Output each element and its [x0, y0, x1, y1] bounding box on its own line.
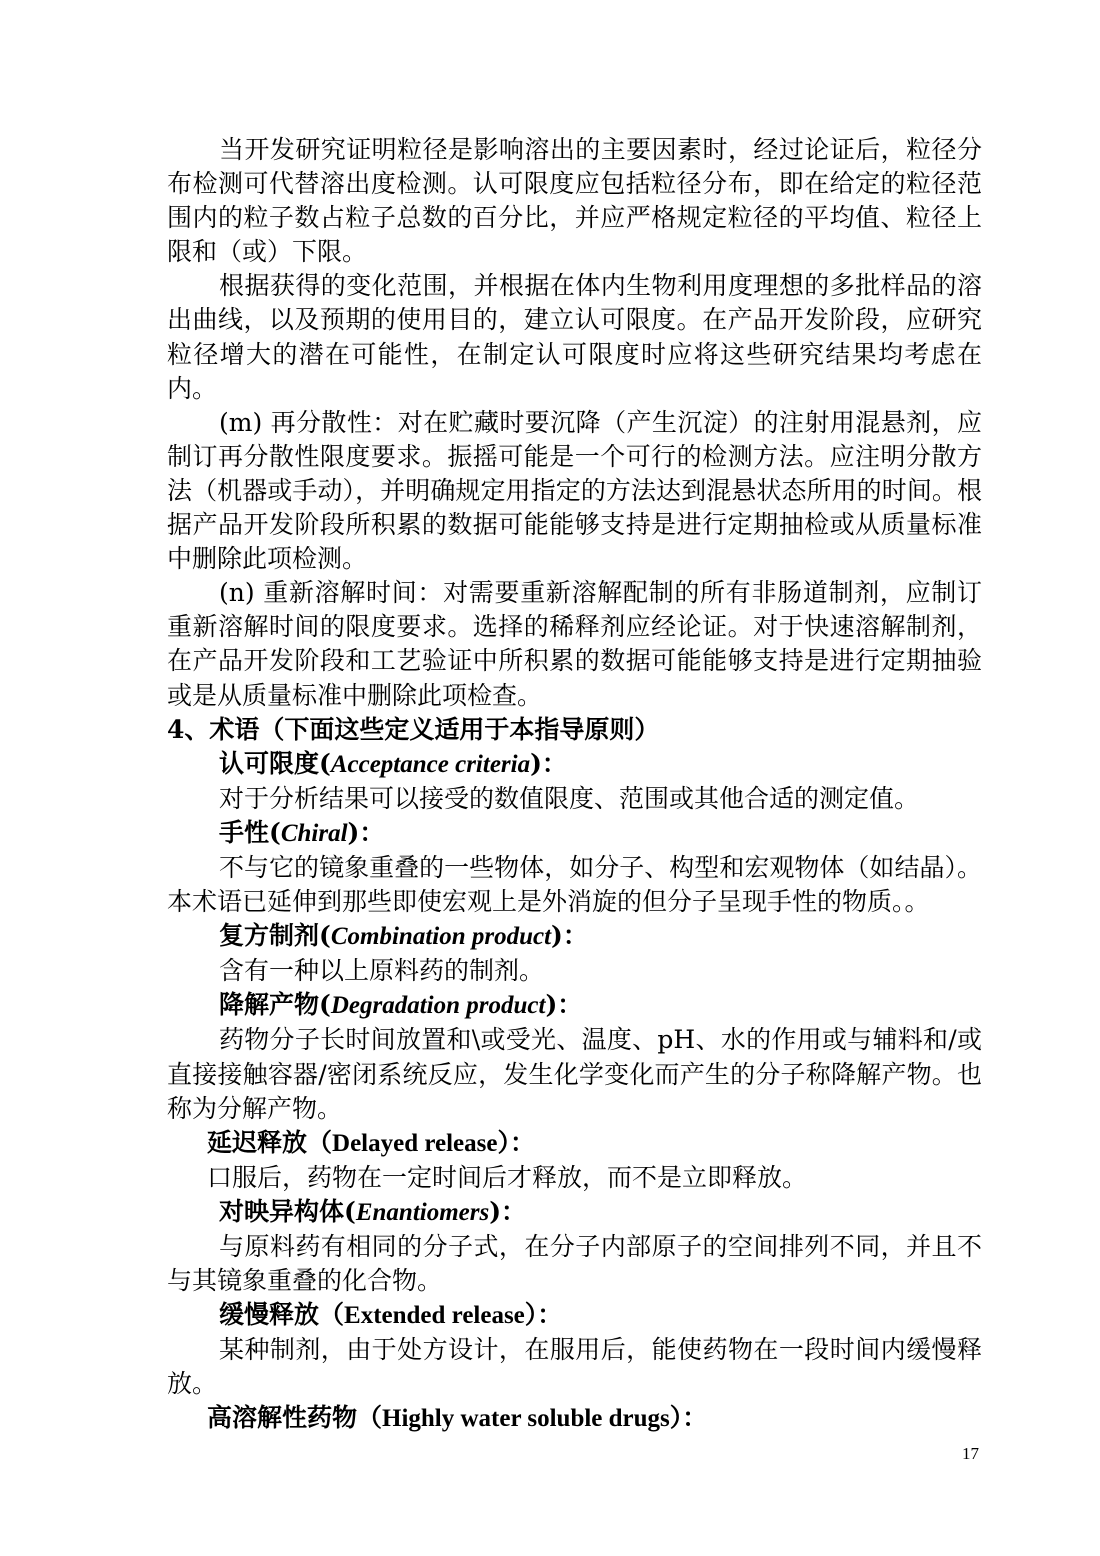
definition-delayed-release: 口服后，药物在一定时间后才释放，而不是立即释放。 [207, 1162, 808, 1192]
term-en: Degradation product [330, 992, 546, 1020]
term-cn: 降解产物( [219, 990, 331, 1020]
term-end: )： [489, 1196, 527, 1226]
term-en: Acceptance criteria [330, 750, 531, 778]
definition-acceptance-criteria: 对于分析结果可以接受的数值限度、范围或其他合适的测定值。 [219, 783, 920, 813]
term-end: ）： [669, 1403, 708, 1433]
term-en: Delayed release [332, 1129, 498, 1157]
term-cn: 延迟释放（ [207, 1127, 333, 1157]
definition-degradation-product: 药物分子长时间放置和\或受光、温度、pH、水的作用或与辅料和/或直接接触容器/密闭系统反应，发生化学变化而产生的分子称降解产物。也称为分解产物。 [167, 1025, 982, 1123]
term-end: ）： [524, 1300, 563, 1330]
term-cn: 手性( [219, 817, 281, 847]
term-en: Combination product [330, 923, 552, 951]
definition-extended-release: 某种制剂，由于处方设计，在服用后，能使药物在一段时间内缓慢释放。 [167, 1335, 982, 1399]
term-cn: 认可限度( [219, 748, 331, 778]
term-end: )： [545, 990, 583, 1020]
term-cn: 缓慢释放（ [219, 1300, 345, 1330]
page-number: 17 [962, 1444, 979, 1463]
term-cn: 对映异构体( [219, 1196, 356, 1226]
term-en: Extended release [344, 1302, 525, 1330]
term-combination-product [167, 919, 982, 954]
term-end: )： [530, 748, 567, 778]
definition-chiral: 不与它的镜象重叠的一些物体，如分子、构型和宏观物体（如结晶）。本术语已延伸到那些即使宏观上是外消旋的但分子呈现手性的物质。。 [167, 852, 982, 917]
term-en: Chiral [280, 819, 348, 847]
term-delayed-release [167, 1126, 982, 1161]
term-cn: 复方制剂( [219, 921, 331, 951]
paragraph-acceptance-basis: 根据获得的变化范围，并根据在体内生物利用度理想的多批样品的溶出曲线，以及预期的使用目的，建立认可限度。在产品开发阶段，应研究粒径增大的潜在可能性，在制定认可限度时应将这些研究结果均考虑在内。 [167, 271, 982, 403]
paragraph-particle-size: 当开发研究证明粒径是影响溶出的主要因素时，经过论证后，粒径分布检测可代替溶出度检测。认可限度应包括粒径分布，即在给定的粒径范围内的粒子数占粒子总数的百分比，并应严格规定粒径的平均值、粒径上限和（或）下限。 [167, 135, 982, 267]
term-end: )： [551, 921, 588, 951]
definition-combination-product: 含有一种以上原料药的制剂。 [219, 956, 545, 986]
definition-enantiomers: 与原料药有相同的分子式，在分子内部原子的空间排列不同，并且不与其镜象重叠的化合物。 [167, 1232, 982, 1296]
term-end: )： [347, 817, 385, 847]
term-cn: 高溶解性药物（ [207, 1403, 383, 1433]
paragraph-reconstitution-time: (n) 重新溶解时间：对需要重新溶解配制的所有非肠道制剂，应制订重新溶解时间的限度要求。选择的稀释剂应经论证。对于快速溶解制剂，在产品开发阶段和工艺验证中所积累的数据可能能够支持是进行定期抽验或是从质量标准中删除此项检查。 [167, 578, 982, 710]
term-chiral [167, 816, 982, 851]
term-en: Enantiomers [355, 1198, 490, 1226]
page-body [167, 133, 982, 1437]
term-acceptance-criteria [167, 747, 982, 782]
term-en: Highly water soluble drugs [382, 1405, 670, 1433]
term-highly-water-soluble-drugs [167, 1401, 982, 1436]
paragraph-redispersibility: (m) 再分散性：对在贮藏时要沉降（产生沉淀）的注射用混悬剂，应制订再分散性限度要求。振摇可能是一个可行的检测方法。应注明分散方法（机器或手动），并明确规定用指定的方法达到混悬状态所用的时间。根据产品开发阶段所积累的数据可能能够支持是进行定期抽检或从质量标准中删除此项检测。 [167, 407, 982, 574]
section-heading-terms: 4、术语（下面这些定义适用于本指导原则） [167, 714, 660, 744]
term-extended-release [167, 1298, 982, 1333]
term-enantiomers [167, 1195, 982, 1230]
term-end: ）： [497, 1127, 535, 1157]
term-degradation-product [167, 988, 982, 1023]
